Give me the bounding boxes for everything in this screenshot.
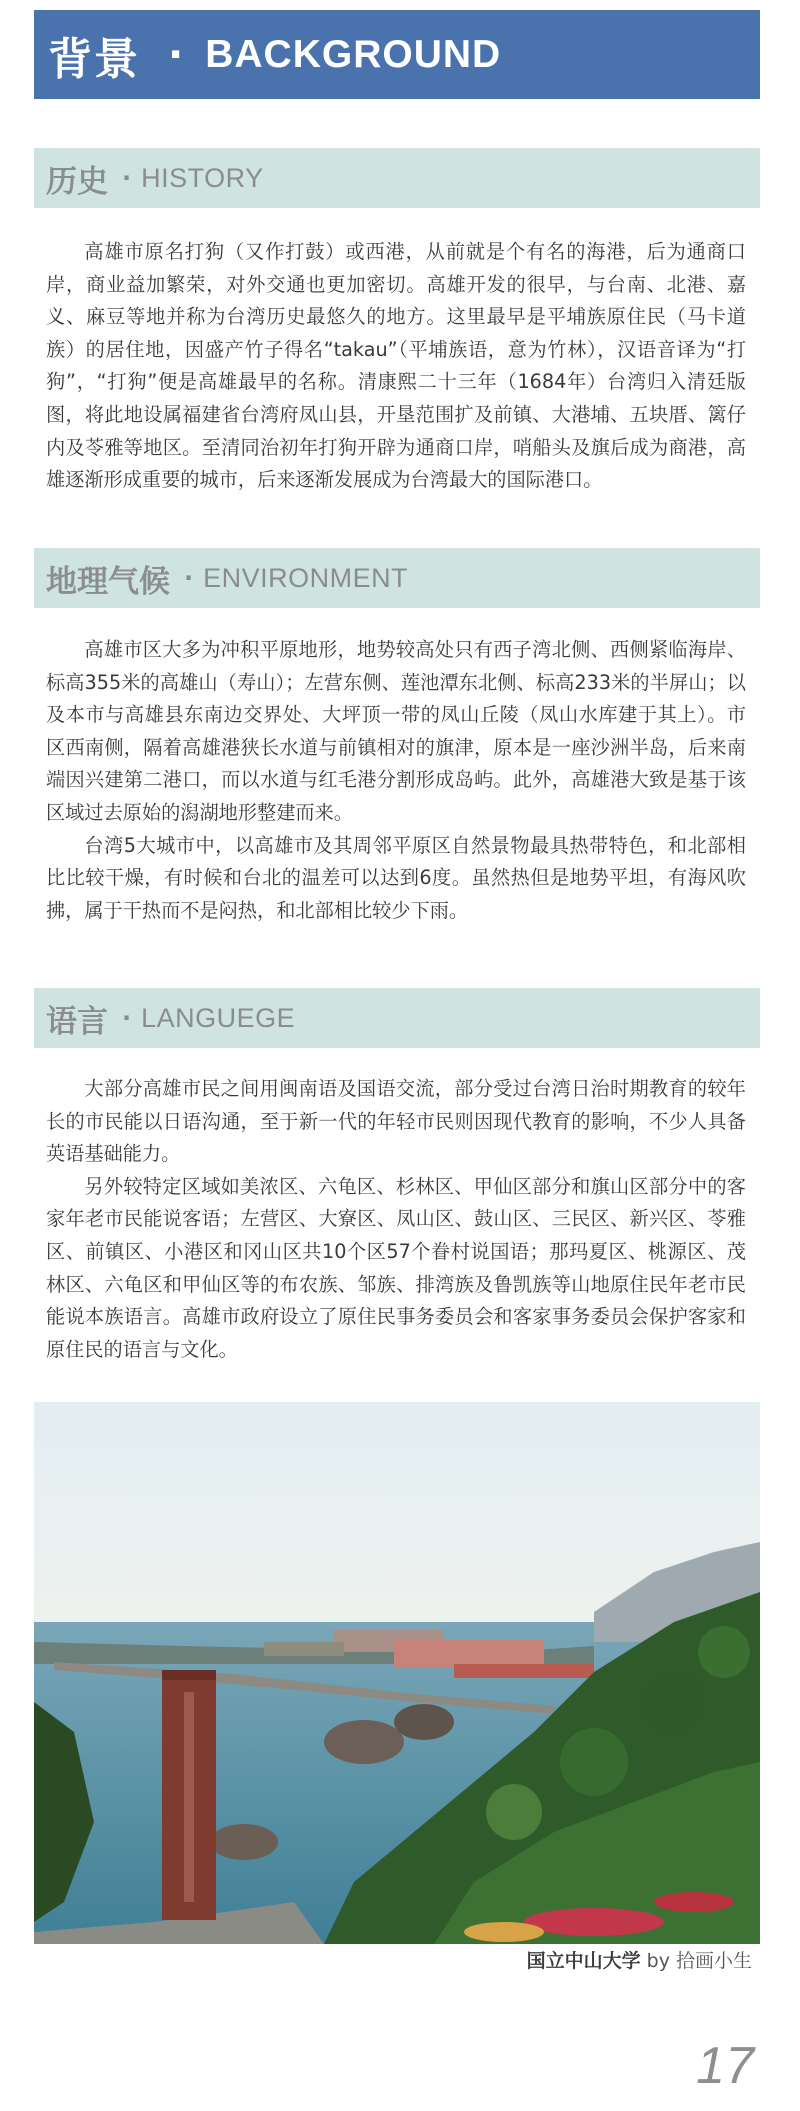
campus-photo bbox=[34, 1402, 760, 1944]
section-separator: · bbox=[184, 564, 194, 592]
language-body bbox=[46, 1073, 746, 1366]
section-header-history bbox=[34, 148, 760, 208]
section-header-language bbox=[34, 988, 760, 1048]
paragraph: 台湾5大城市中，以高雄市及其周邻平原区自然景物最具热带特色，和北部相比比较干燥，有时候和台北的温差可以达到6度。虽然热但是地势平坦，有海风吹拂，属于干热而不是闷热，和北部相比较少下雨。 bbox=[46, 833, 746, 922]
section-separator: · bbox=[122, 1004, 132, 1032]
photo-caption bbox=[527, 1946, 752, 1973]
environment-body bbox=[46, 634, 746, 927]
paragraph: 高雄市区大多为冲积平原地形，地势较高处只有西子湾北侧、西侧紧临海岸、标高355米的高雄山（寿山）；左营东侧、莲池潭东北侧、标高233米的半屏山；以及本市与高雄县东南边交界处、大坪顶一带的凤山丘陵（凤山水库建于其上）。市区西南侧，隔着高雄港狭长水道与前镇相对的旗津，原本是一座沙洲半岛，后来南端因兴建第二港口，而以水道与红毛港分割形成岛屿。此外，高雄港大致是基于该区域过去原始的潟湖地形整建而来。 bbox=[46, 638, 746, 824]
section-title-zh: 语言 bbox=[46, 1003, 108, 1040]
caption-place: 国立中山大学 bbox=[526, 1950, 641, 1972]
page-title-zh: 背景 bbox=[48, 33, 140, 85]
section-separator: · bbox=[122, 164, 132, 192]
paragraph: 高雄市原名打狗（又作打鼓）或西港，从前就是个有名的海港，后为通商口岸，商业益加繁荣，对外交通也更加密切。高雄开发的很早，与台南、北港、嘉义、麻豆等地并称为台湾历史最悠久的地方。这里最早是平埔族原住民（马卡道族）的居住地，因盛产竹子得名“takau”（平埔族语，意为竹林），汉语音译为“打狗”，“打狗”便是高雄最早的名称。清康熙二十三年（1684年）台湾归入清廷版图，将此地设属福建省台湾府凤山县，开垦范围扩及前镇、大港埔、五块厝、篱仔内及苓雅等地区。至清同治初年打狗开辟为通商口岸，哨船头及旗后成为商港，高雄逐渐形成重要的城市，后来逐渐发展成为台湾最大的国际港口。 bbox=[46, 240, 746, 492]
section-header-environment bbox=[34, 548, 760, 608]
section-title-en: HISTORY bbox=[141, 162, 264, 193]
section-title-en: ENVIRONMENT bbox=[203, 562, 409, 593]
section-title-zh: 地理气候 bbox=[46, 563, 170, 600]
paragraph: 大部分高雄市民之间用闽南语及国语交流，部分受过台湾日治时期教育的较年长的市民能以日语沟通，至于新一代的年轻市民则因现代教育的影响，不少人具备英语基础能力。 bbox=[46, 1077, 746, 1166]
page-title-bar bbox=[34, 10, 760, 99]
section-title-en: LANGUEGE bbox=[141, 1002, 296, 1033]
page-number: 17 bbox=[696, 2037, 754, 2095]
paragraph: 另外较特定区域如美浓区、六龟区、杉林区、甲仙区部分和旗山区部分中的客家年老市民能说客语；左营区、大寮区、凤山区、鼓山区、三民区、新兴区、苓雅区、前镇区、小港区和冈山区共10个区57个眷村说国语；那玛夏区、桃源区、茂林区、六龟区和甲仙区等的布农族、邹族、排湾族及鲁凯族等山地原住民年老市民能说本族语言。高雄市政府设立了原住民事务委员会和客家事务委员会保护客家和原住民的语言与文化。 bbox=[46, 1174, 746, 1361]
section-title-zh: 历史 bbox=[46, 163, 108, 200]
title-separator: · bbox=[168, 31, 184, 78]
caption-credit: by 拾画小生 bbox=[640, 1950, 752, 1972]
page-title-en: BACKGROUND bbox=[205, 32, 502, 76]
history-body bbox=[46, 236, 746, 497]
